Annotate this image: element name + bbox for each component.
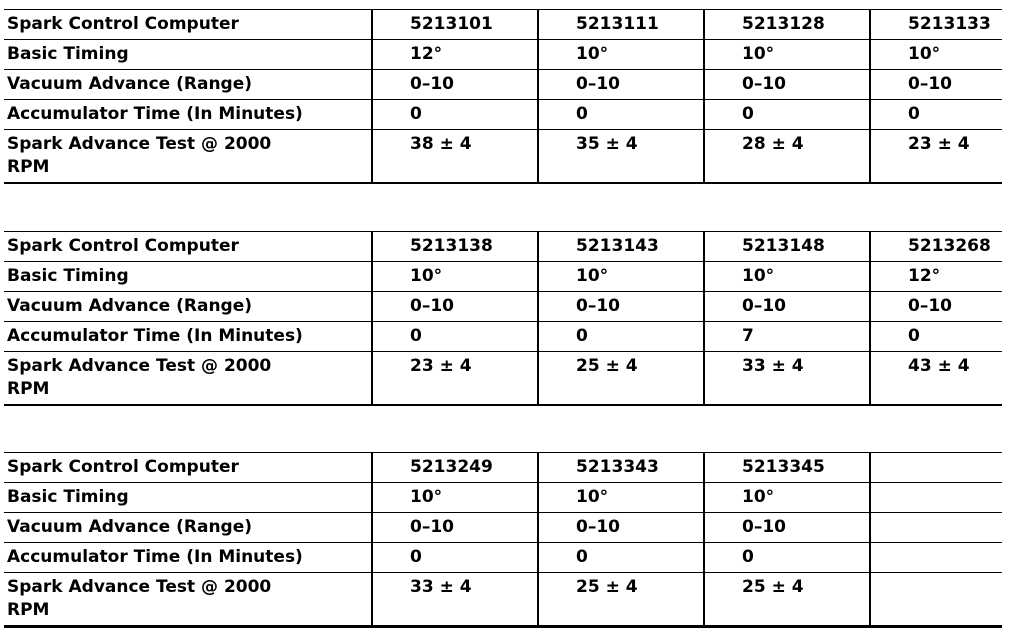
spark-value: 28 ± 4 [704, 130, 870, 184]
table-row-spark [4, 352, 1002, 406]
accumulator-value: 0 [372, 100, 538, 130]
part-number: 5213148 [704, 232, 870, 262]
vacuum-value: 0–10 [538, 292, 704, 322]
part-number: 5213345 [704, 453, 870, 483]
table-row-accumulator [4, 543, 1002, 573]
row-label-accumulator: Accumulator Time (In Minutes) [4, 543, 372, 573]
timing-value: 12° [870, 262, 1002, 292]
spark-value: 25 ± 4 [538, 352, 704, 406]
part-number: 5213343 [538, 453, 704, 483]
part-number: 5213128 [704, 10, 870, 40]
row-label-timing: Basic Timing [4, 483, 372, 513]
timing-value: 10° [538, 40, 704, 70]
table-row-accumulator [4, 100, 1002, 130]
accumulator-value: 0 [372, 543, 538, 573]
table-row-spark [4, 573, 1002, 627]
part-number: 5213249 [372, 453, 538, 483]
empty-cell [870, 543, 1002, 573]
row-label-vacuum: Vacuum Advance (Range) [4, 513, 372, 543]
table-row-timing [4, 483, 1002, 513]
vacuum-value: 0–10 [870, 292, 1002, 322]
empty-cell [870, 513, 1002, 543]
accumulator-value: 7 [704, 322, 870, 352]
spark-spec-table-3 [4, 452, 1002, 628]
table-row-computer [4, 232, 1002, 262]
row-label-vacuum: Vacuum Advance (Range) [4, 70, 372, 100]
row-label-spark: Spark Advance Test @ 2000 RPM [4, 573, 372, 627]
vacuum-value: 0–10 [372, 70, 538, 100]
vacuum-value: 0–10 [704, 513, 870, 543]
table-row-vacuum [4, 292, 1002, 322]
vacuum-value: 0–10 [704, 292, 870, 322]
table-row-timing [4, 262, 1002, 292]
row-label-spark: Spark Advance Test @ 2000 RPM [4, 352, 372, 406]
accumulator-value: 0 [704, 543, 870, 573]
part-number: 5213138 [372, 232, 538, 262]
vacuum-value: 0–10 [538, 70, 704, 100]
table-row-vacuum [4, 513, 1002, 543]
row-label-timing: Basic Timing [4, 262, 372, 292]
table-row-timing [4, 40, 1002, 70]
empty-cell [870, 573, 1002, 627]
spark-spec-table-2 [4, 231, 1002, 406]
row-label-timing: Basic Timing [4, 40, 372, 70]
spark-value: 23 ± 4 [372, 352, 538, 406]
accumulator-value: 0 [372, 322, 538, 352]
row-label-accumulator: Accumulator Time (In Minutes) [4, 322, 372, 352]
spark-value: 43 ± 4 [870, 352, 1002, 406]
timing-value: 10° [704, 262, 870, 292]
accumulator-value: 0 [870, 322, 1002, 352]
spark-value: 38 ± 4 [372, 130, 538, 184]
spark-value: 35 ± 4 [538, 130, 704, 184]
vacuum-value: 0–10 [704, 70, 870, 100]
accumulator-value: 0 [870, 100, 1002, 130]
table-row-computer [4, 10, 1002, 40]
timing-value: 10° [538, 262, 704, 292]
part-number: 5213143 [538, 232, 704, 262]
timing-value: 12° [372, 40, 538, 70]
spark-value: 25 ± 4 [538, 573, 704, 627]
part-number: 5213111 [538, 10, 704, 40]
vacuum-value: 0–10 [372, 292, 538, 322]
row-label-computer: Spark Control Computer [4, 453, 372, 483]
part-number: 5213268 [870, 232, 1002, 262]
accumulator-value: 0 [538, 100, 704, 130]
timing-value: 10° [870, 40, 1002, 70]
empty-cell [870, 483, 1002, 513]
timing-value: 10° [538, 483, 704, 513]
accumulator-value: 0 [538, 543, 704, 573]
table-row-spark [4, 130, 1002, 184]
part-number: 5213133 [870, 10, 1002, 40]
spark-value: 33 ± 4 [704, 352, 870, 406]
table-row-vacuum [4, 70, 1002, 100]
row-label-accumulator: Accumulator Time (In Minutes) [4, 100, 372, 130]
row-label-spark: Spark Advance Test @ 2000 RPM [4, 130, 372, 184]
row-label-vacuum: Vacuum Advance (Range) [4, 292, 372, 322]
timing-value: 10° [372, 483, 538, 513]
row-label-computer: Spark Control Computer [4, 10, 372, 40]
accumulator-value: 0 [538, 322, 704, 352]
spark-value: 23 ± 4 [870, 130, 1002, 184]
accumulator-value: 0 [704, 100, 870, 130]
spark-spec-table-1 [4, 9, 1002, 184]
vacuum-value: 0–10 [372, 513, 538, 543]
table-row-accumulator [4, 322, 1002, 352]
timing-value: 10° [704, 40, 870, 70]
vacuum-value: 0–10 [870, 70, 1002, 100]
vacuum-value: 0–10 [538, 513, 704, 543]
part-number: 5213101 [372, 10, 538, 40]
table-row-computer [4, 453, 1002, 483]
empty-cell [870, 453, 1002, 483]
row-label-computer: Spark Control Computer [4, 232, 372, 262]
spark-value: 25 ± 4 [704, 573, 870, 627]
spark-value: 33 ± 4 [372, 573, 538, 627]
timing-value: 10° [372, 262, 538, 292]
timing-value: 10° [704, 483, 870, 513]
